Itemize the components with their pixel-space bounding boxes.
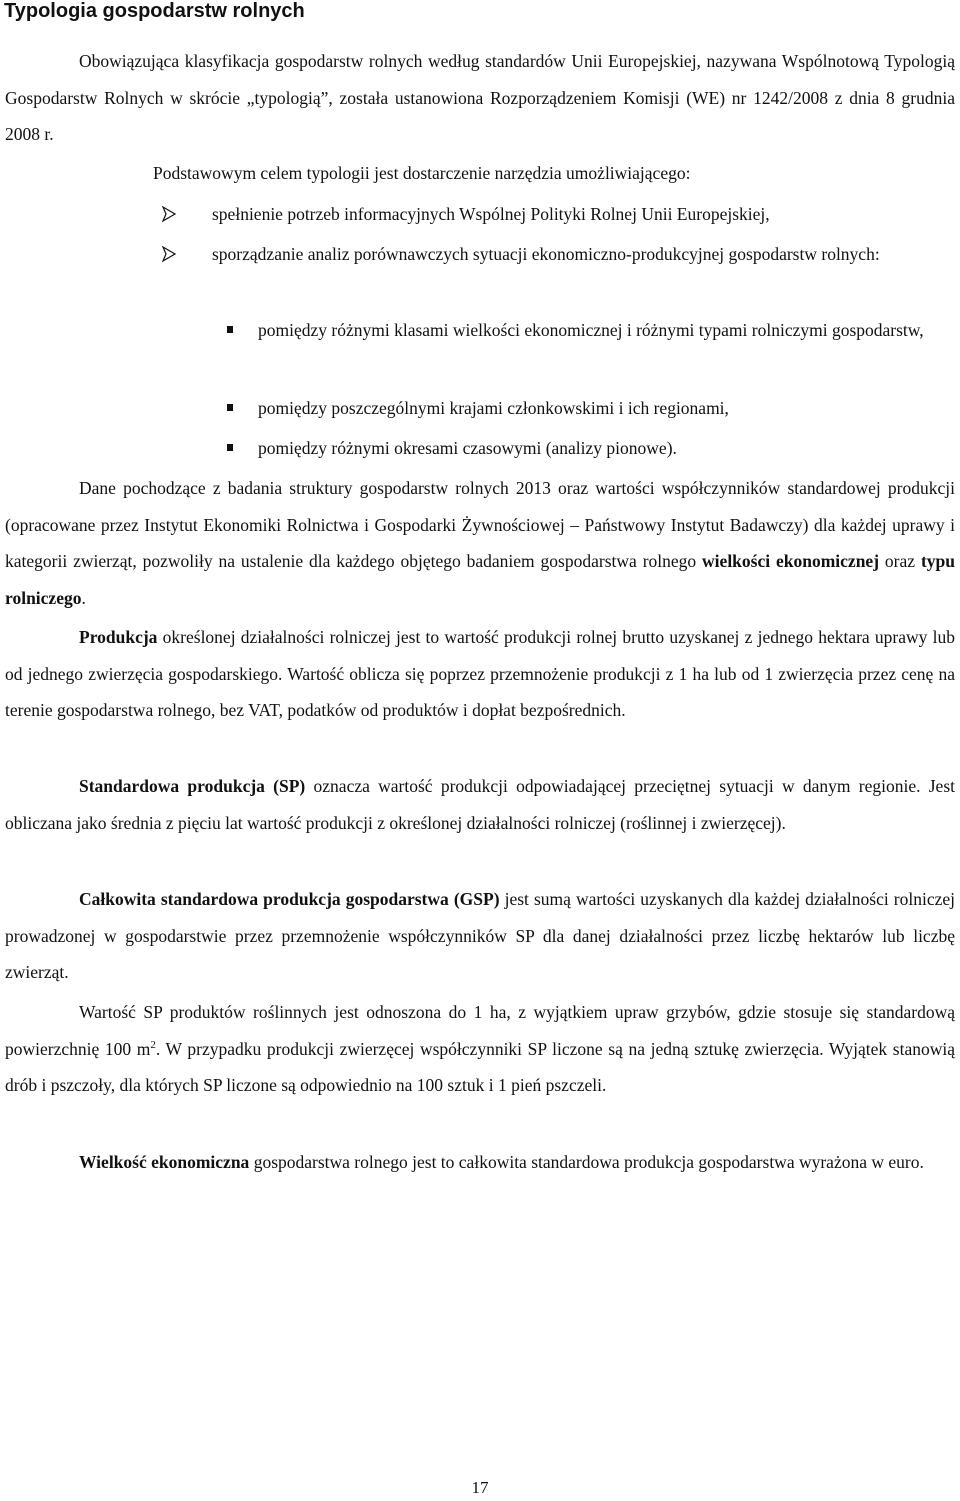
sub-bullet-item (227, 390, 955, 427)
paragraph-dane: Dane pochodzące z badania struktury gospodarstw rolnych 2013 oraz wartości współczynników standardowej produkcji (opracowane przez Instytut Ekonomiki Rolnictwa i Gospodarki Żywnościowej – Państwowy Instytut Badawczy) dla każdej uprawy i kategorii zwierząt, pozwoliły na ustalenie dla każdego objętego badaniem gospodarstwa rolnego wielkości ekonomicznej oraz typu rolniczego. (5, 478, 955, 608)
sub-bullet-text: pomiędzy różnymi okresami czasowymi (analizy pionowe). (258, 438, 677, 458)
sub-bullet-text: pomiędzy różnymi klasami wielkości ekonomicznej i różnymi typami rolniczymi gospodarstw, (258, 320, 924, 340)
square-bullet-icon (227, 444, 233, 451)
paragraph-produkcja: Produkcja określonej działalności rolniczej jest to wartość produkcji rolnej brutto uzyskanej z jednego hektara uprawy lub od jednego zwierzęcia gospodarskiego. Wartość oblicza się poprzez przemnożenie produkcji z 1 ha lub od 1 zwierzęcia przez cenę na terenie gospodarstwa rolnego, bez VAT, podatków od produktów i dopłat bezpośrednich. (5, 627, 955, 720)
paragraph-gsp: Całkowita standardowa produkcja gospodarstwa (GSP) jest sumą wartości uzyskanych dla każdej działalności rolniczej prowadzonej w gospodarstwie przez przemnożenie współczynników SP dla danej działalności przez liczbę hektarów lub liczbę zwierząt. (5, 889, 955, 982)
term-wielkosc: Wielkość ekonomiczna (79, 1152, 250, 1172)
page-title: Typologia gospodarstw rolnych (4, 0, 305, 22)
bullet-item (162, 236, 955, 273)
term-wielkosc-ekonomiczna: wielkości ekonomicznej (702, 551, 880, 571)
term-typ-rolniczy: typu rolniczego (5, 551, 955, 608)
arrow-bullet-icon (162, 236, 176, 272)
sub-bullet-item (227, 430, 955, 467)
bullet-item (162, 196, 955, 233)
sub-bullet-text: pomiędzy poszczególnymi krajami członkowskimi i ich regionami, (258, 398, 729, 418)
paragraph-wielkosc-ekonomiczna: Wielkość ekonomiczna gospodarstwa rolnego jest to całkowita standardowa produkcja gospodarstwa wyrażona w euro. (79, 1152, 924, 1172)
sub-bullet-item (227, 312, 955, 349)
term-gsp: Całkowita standardowa produkcja gospodarstwa (GSP) (79, 889, 500, 909)
square-bullet-icon (227, 404, 233, 411)
page-number: 17 (471, 1478, 489, 1497)
paragraph-standardowa-produkcja: Standardowa produkcja (SP) oznacza wartość produkcji odpowiadającej przeciętnej sytuacji w danym regionie. Jest obliczana jako średnia z pięciu lat wartość produkcji z określonej działalności rolniczej (roślinnej i zwierzęcej). (5, 776, 955, 833)
bullet-text: spełnienie potrzeb informacyjnych Wspólnej Polityki Rolnej Unii Europejskiej, (212, 204, 770, 224)
square-bullet-icon (227, 326, 233, 333)
arrow-bullet-icon (162, 196, 176, 232)
bullet-text: sporządzanie analiz porównawczych sytuacji ekonomiczno-produkcyjnej gospodarstw rolnych: (212, 244, 880, 264)
paragraph-wartosc-sp: Wartość SP produktów roślinnych jest odnoszona do 1 ha, z wyjątkiem upraw grzybów, gdzie stosuje się standardową powierzchnię 100 $m^2$. W przypadku produkcji zwierzęcej współczynniki SP liczone są na jedną sztukę zwierzęcia. Wyjątek stanowią drób i pszczoły, dla których SP liczone są odpowiednio na 100 sztuk i 1 pień pszczeli. (5, 1002, 955, 1095)
intro-paragraph: Obowiązująca klasyfikacja gospodarstw rolnych według standardów Unii Europejskiej, nazywana Wspólnotową Typologią Gospodarstw Rolnych w skrócie „typologią”, została ustanowiona Rozporządzeniem Komisji (WE) nr 1242/2008 z dnia 8 grudnia 2008 r. (5, 51, 955, 144)
lead-sentence: Podstawowym celem typologii jest dostarczenie narzędzia umożliwiającego: (153, 163, 691, 183)
term-produkcja: Produkcja (79, 627, 158, 647)
term-sp: Standardowa produkcja (SP) (79, 776, 306, 796)
